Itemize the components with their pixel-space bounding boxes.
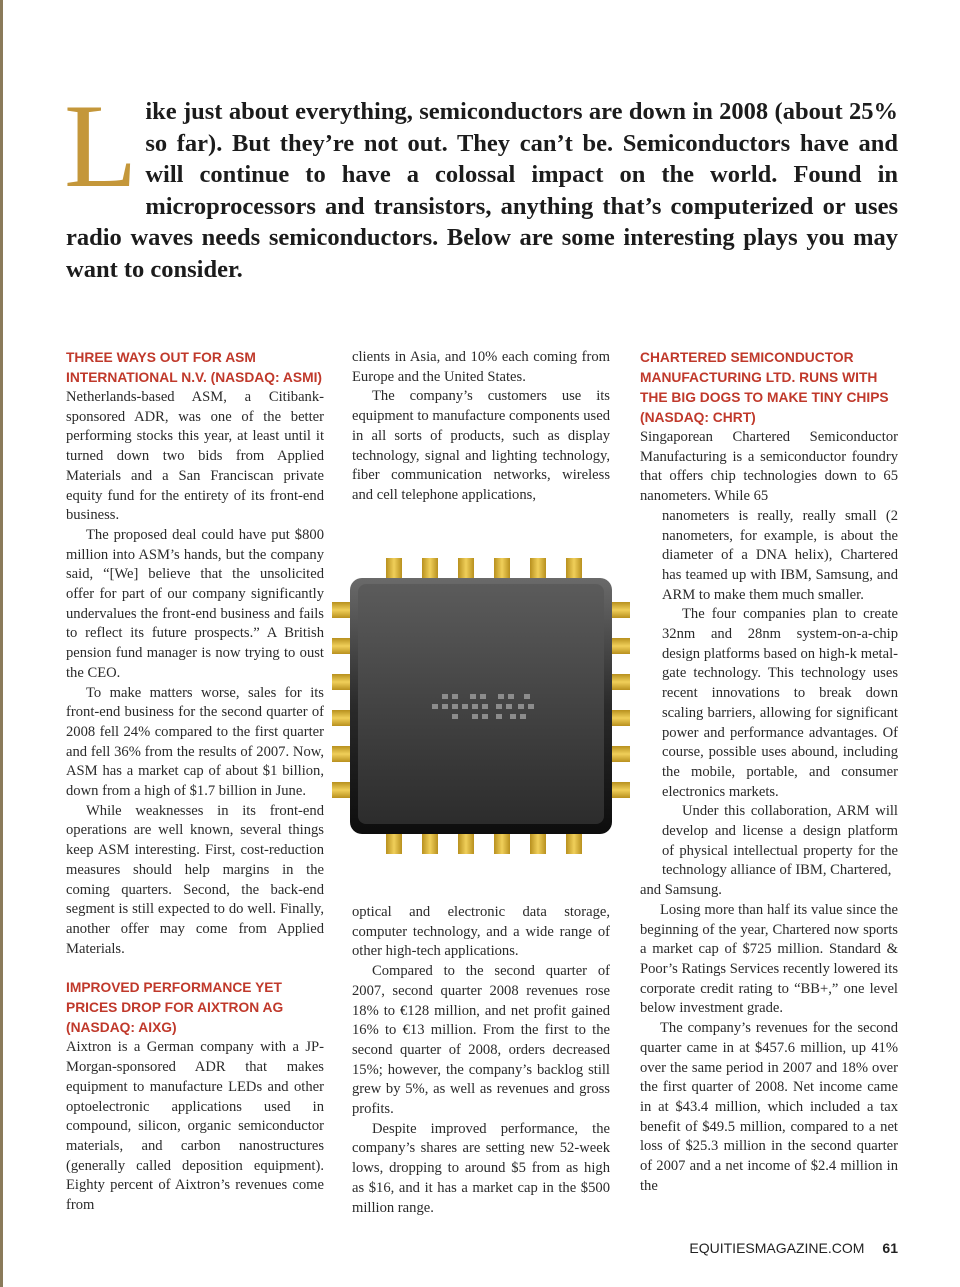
body-paragraph: clients in Asia, and 10% each coming from Europe and the United States. bbox=[352, 349, 610, 385]
body-paragraph: Singaporean Chartered Semiconductor Manufacturing is a semiconductor foundry that offers chip technologies down to 65 nanometers. While 65 bbox=[640, 429, 898, 505]
body-paragraph: Under this collaboration, ARM will develop and license a design platform of physical intellectual property for the technology alliance of IBM, Chartered, bbox=[662, 803, 898, 879]
body-paragraph: nanometers is really, really small (2 nanometers, for example, is about the diameter of a DNA helix), Chartered has teamed up with IBM, Samsung, and ARM to make them much smaller. bbox=[662, 507, 898, 603]
column-3 bbox=[640, 348, 898, 1196]
section-heading-chartered: CHARTERED SEMICONDUCTOR MANUFACTURING LTD. RUNS WITH THE BIG DOGS TO MAKE TINY CHIPS (NASDAQ: CHRT) bbox=[640, 350, 889, 425]
page-spine bbox=[0, 0, 3, 1287]
page-footer bbox=[640, 1240, 898, 1256]
body-paragraph: To make matters worse, sales for its front-end business for the second quarter of 2008 fell 24% compared to the first quarter and fell 36% from the results of 2007. Now, ASM has a market cap of about $1 billion, down from a high of $1.7 billion in June. bbox=[66, 684, 324, 800]
body-paragraph: The four companies plan to create 32nm and 28nm system-on-a-chip design platforms based on high-k metal-gate technology. This technology uses recent innovations to break down scaling barriers, allowing for significant power and performance advantages. Of course, possible uses abound, including the mobile, portable, and consumer electronics markets. bbox=[662, 606, 898, 800]
body-paragraph: Compared to the second quarter of 2007, second quarter 2008 revenues rose 18% to €128 million, and net profit gained 16% to €13 million. From the first to the second quarter of 2008, orders decreased 15%; however, the company’s backlog still grew by 5%, as well as revenues and gross profits. bbox=[352, 963, 610, 1118]
intro-text: ike just about everything, semiconductors are down in 2008 (about 25% so far). But they’re not out. They can’t be. Semiconductors have and will continue to have a colossal impact on the world. Found in microprocessors and transistors, anything that’s computerized or uses radio waves needs semiconductors. Below are some interesting plays you may want to consider. bbox=[66, 98, 898, 283]
body-paragraph: While weaknesses in its front-end operations are well known, several things keep ASM interesting. First, cost-reduction measures should help margins in the coming quarters. Second, the back-end segment is still expected to do well. Finally, another offer may come from Applied Materials. bbox=[66, 802, 324, 957]
body-paragraph: Despite improved performance, the company’s shares are setting new 52-week lows, dropping to around $5 from as high as $16, and it has a market cap in the $500 million range. bbox=[352, 1120, 610, 1216]
column-2-top bbox=[352, 348, 610, 506]
body-paragraph: and Samsung. bbox=[640, 882, 722, 899]
page-number: 61 bbox=[882, 1240, 898, 1256]
wrapped-text-block bbox=[662, 507, 898, 881]
body-paragraph: The company’s revenues for the second quarter came in at $457.6 million, up 41% over the same period in 2007 and 18% over the first quarter of 2008. Net income came in at $43.4 million, which included a tax benefit of $49.5 million, compared to a net loss of $25.3 million in the second quarter of 2007 and a net income of $2.4 million in the bbox=[640, 1020, 898, 1194]
body-paragraph: The proposed deal could have put $800 million into ASM’s hands, but the company said, “[We] believe that the unsolicited offer for part of our company significantly undervalues the front-end business and fails to reflect its future prospects.” A British pension fund manager is now trying to oust the CEO. bbox=[66, 526, 324, 681]
drop-cap: L bbox=[64, 79, 138, 212]
site-url: EQUITIESMAGAZINE.COM bbox=[689, 1240, 865, 1256]
body-paragraph: Aixtron is a German company with a JP-Morgan-sponsored ADR that makes equipment to manufacture LEDs and other optoelectronic applications used in compound, silicon, organic semiconductor materials, and carbon nanostructures (generally called deposition equipment). Eighty percent of Aixtron’s revenues come from bbox=[66, 1039, 324, 1214]
body-paragraph: optical and electronic data storage, computer technology, and a wide range of other high-tech applications. bbox=[352, 904, 610, 960]
body-paragraph: Netherlands-based ASM, a Citibank-sponsored ADR, was one of the better performing stocks this year, at least until it turned down two bids from Applied Materials and a San Franciscan private equity fund for the entirety of its front-end business. bbox=[66, 389, 324, 524]
column-2-bottom bbox=[352, 903, 610, 1218]
section-heading-aixtron: IMPROVED PERFORMANCE YET PRICES DROP FOR AIXTRON AG (NASDAQ: AIXG) bbox=[66, 980, 284, 1036]
body-paragraph: Losing more than half its value since the beginning of the year, Chartered now sports a market cap of $725 million. Standard & Poor’s Ratings Services recently lowered its corporate credit rating to “BB+,” one level below investment grade. bbox=[640, 901, 898, 1017]
body-paragraph: The company’s customers use its equipment to manufacture components used in all sorts of products, such as display technology, signal and lighting technology, fiber communication networks, wireless and cell telephone applications, bbox=[352, 388, 610, 503]
intro-paragraph bbox=[64, 79, 898, 285]
column-1 bbox=[66, 348, 324, 1216]
section-heading-asm: THREE WAYS OUT FOR ASM INTERNATIONAL N.V. (NASDAQ: ASMI) bbox=[66, 350, 323, 385]
microchip-icon bbox=[330, 552, 632, 858]
